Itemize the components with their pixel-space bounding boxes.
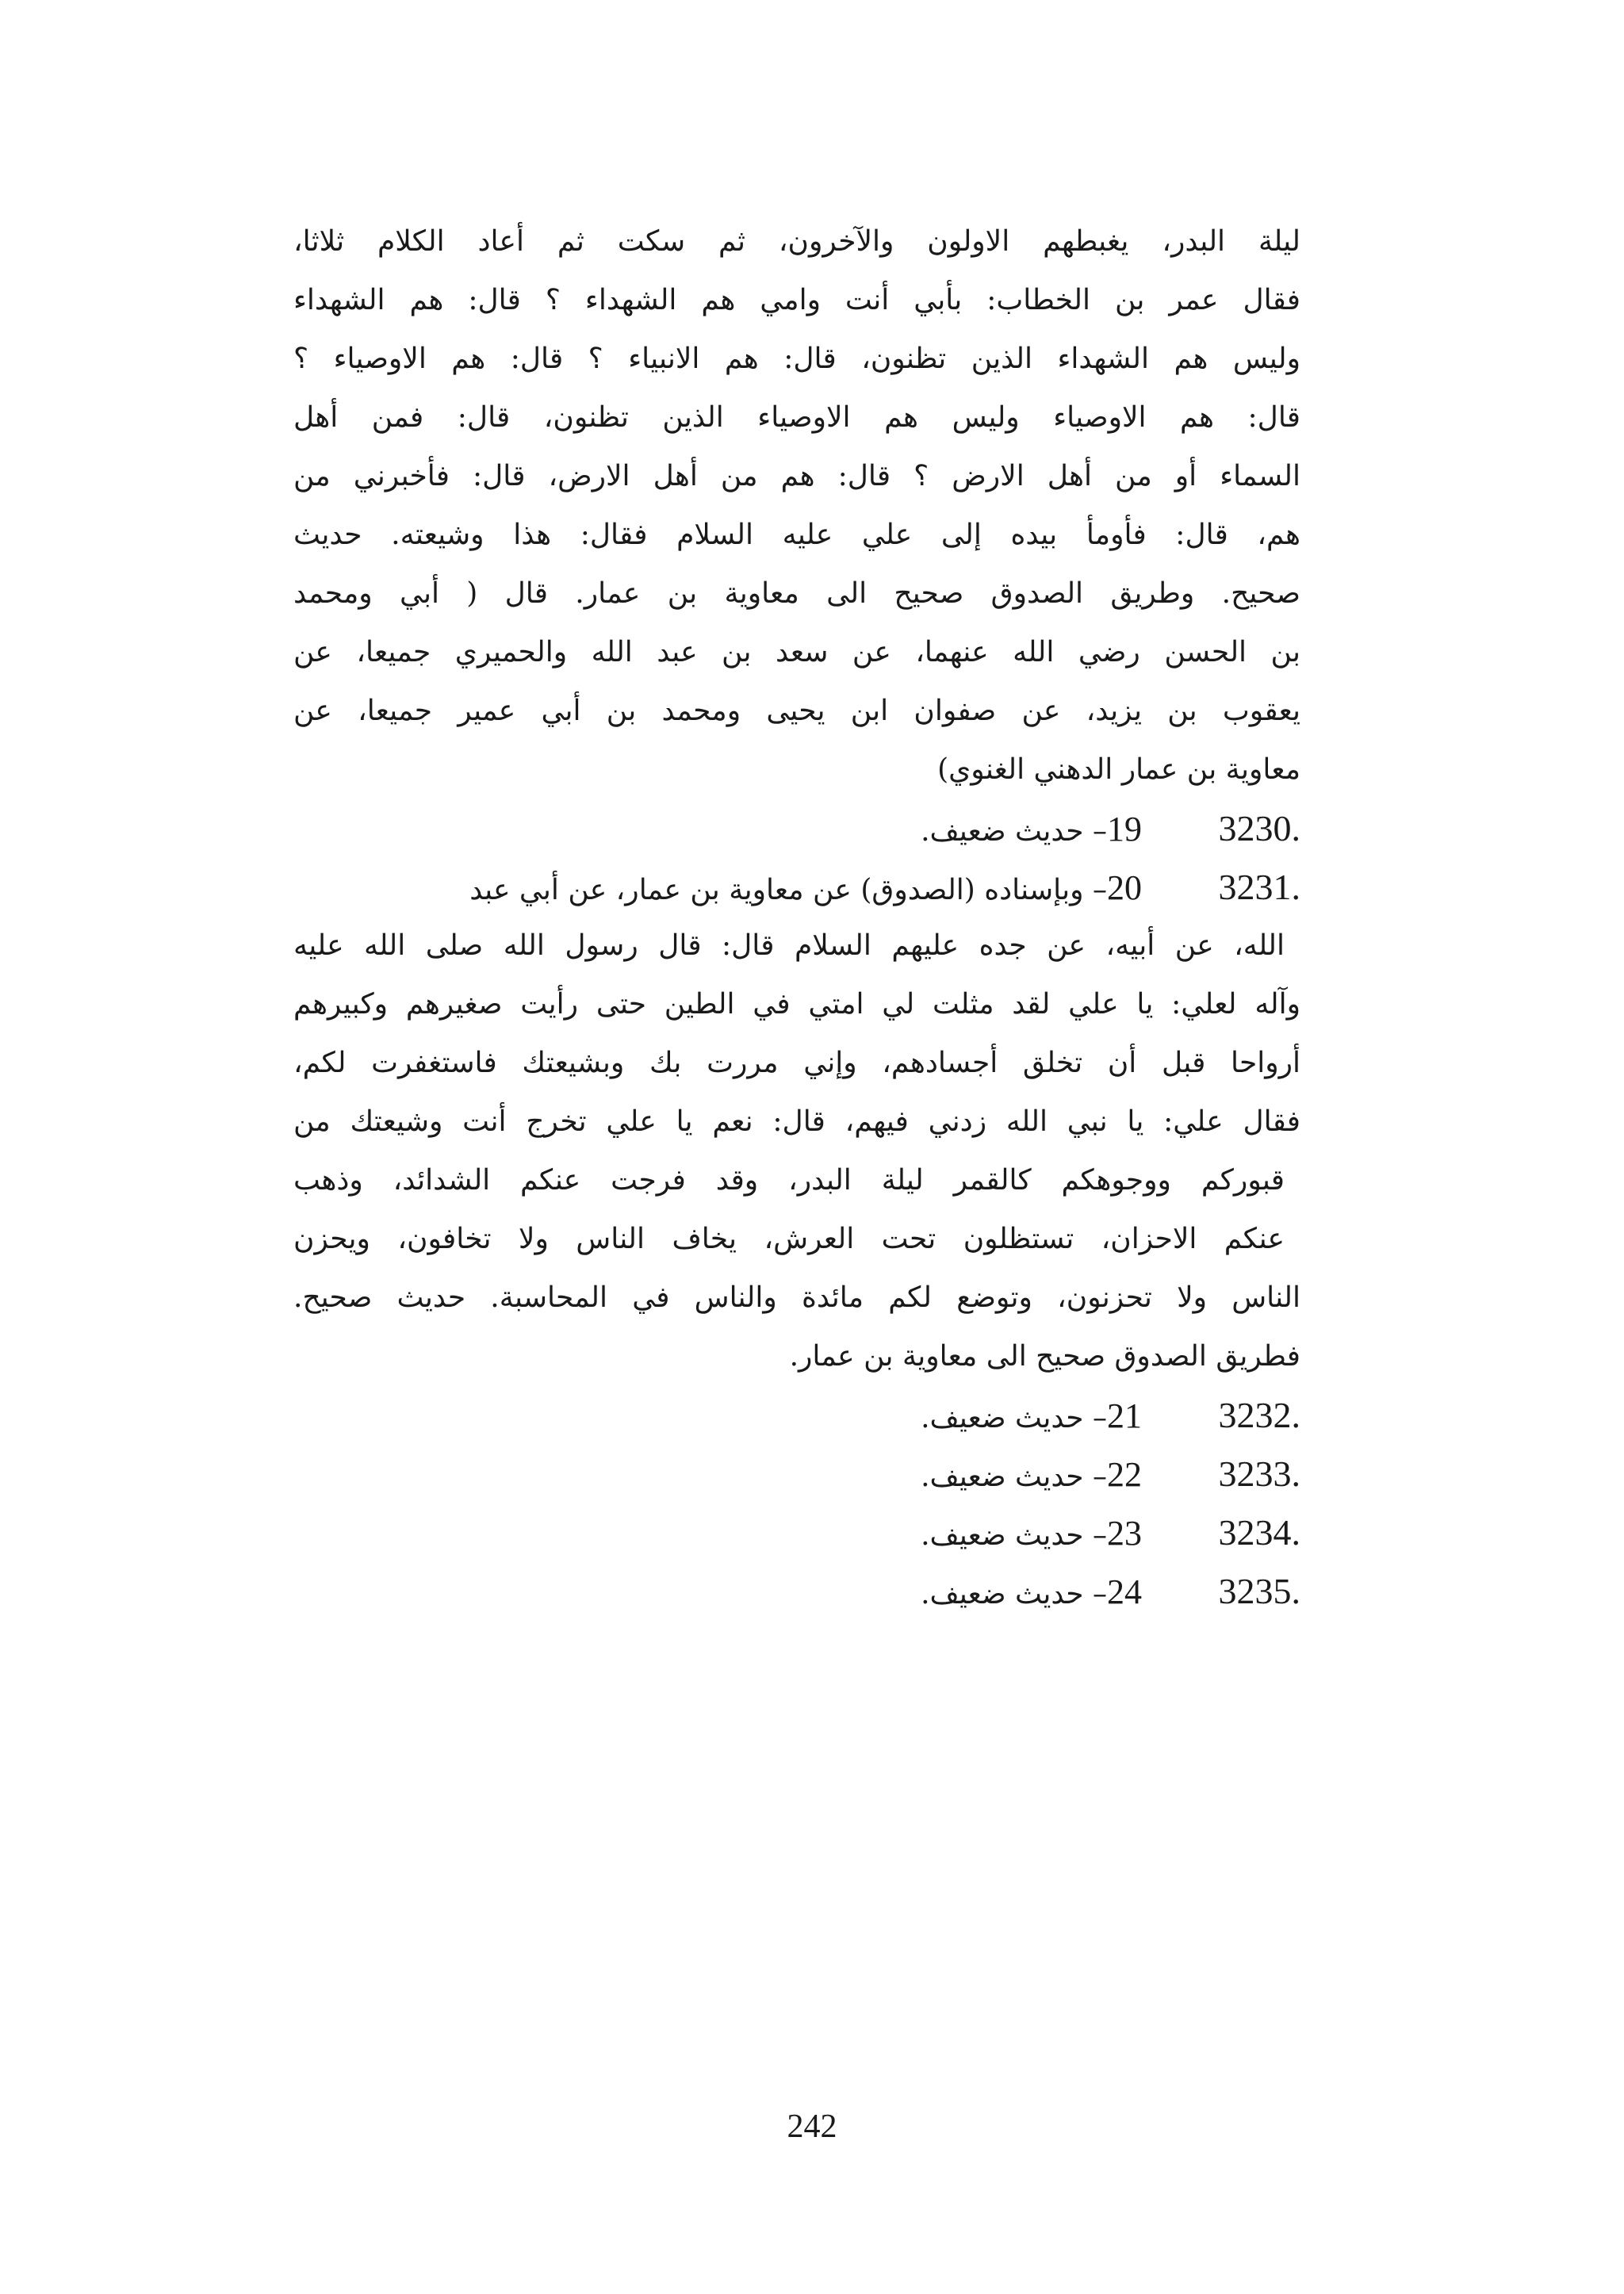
text-line: وآله لعلي: يا علي لقد مثلت لي امتي في الطين حتى رأيت صغيرهم وكبيرهم [293,988,1300,1021]
hadith-entry-3235 [293,1562,1300,1621]
hadith-entry-3233 [293,1445,1300,1503]
text-line: بن الحسن رضي الله عنهما، عن سعد بن عبد الله والحميري جميعا، عن [293,636,1300,668]
entry-sub-number: 23 [1107,1514,1142,1553]
hadith-entry-3231 [293,858,1300,917]
text-line: قبوركم ووجوهكم كالقمر ليلة البدر، وقد فرجت عنكم الشدائد، وذهب [293,1164,1285,1197]
text-line: السماء أو من أهل الارض ؟ قال: هم من أهل الارض، قال: فأخبرني من [293,460,1300,492]
entry-text: – حديث ضعيف. [921,1519,1107,1552]
opening-paragraph [293,213,1300,799]
entry-number: 3231. [1218,867,1300,907]
text-line: فقال عمر بن الخطاب: بأبي أنت وامي هم الشهداء ؟ قال: هم الشهداء [293,284,1300,316]
entry-number: 3235. [1218,1571,1300,1611]
entry-number: 3232. [1218,1395,1300,1435]
entry-sub-number: 21 [1107,1396,1142,1435]
entry-sub-number: 20 [1107,868,1142,907]
text-line: يعقوب بن يزيد، عن صفوان ابن يحيى ومحمد بن أبي عمير جميعا، عن [293,695,1300,727]
text-line: صحيح. وطريق الصدوق صحيح الى معاوية بن عمار. قال ( أبي ومحمد [293,577,1300,610]
text-line: فطريق الصدوق صحيح الى معاوية بن عمار. [789,1340,1300,1373]
text-line: الناس ولا تحزنون، وتوضع لكم مائدة والناس في المحاسبة. حديث صحيح. [293,1281,1300,1314]
text-line: ليلة البدر، يغبطهم الاولون والآخرون، ثم سكت ثم أعاد الكلام ثلاثا، [293,225,1300,258]
text-line: معاوية بن عمار الدهني الغنوي) [937,753,1300,786]
text-line: الله، عن أبيه، عن جده عليهم السلام قال: قال رسول الله صلى الله عليه [293,929,1285,962]
text-line: فقال علي: يا نبي الله زدني فيهم، قال: نعم يا علي تخرج أنت وشيعتك من [293,1105,1300,1138]
hadith-3231-body [293,917,1300,1386]
body-text [293,213,1300,1621]
entry-text: – حديث ضعيف. [921,1402,1107,1434]
hadith-entry-3232 [293,1386,1300,1445]
entry-text: – وبإسناده (الصدوق) عن معاوية بن عمار، عن أبي عبد [469,874,1107,906]
entry-number: 3230. [1218,808,1300,848]
entry-sub-number: 24 [1107,1572,1142,1611]
page-number: 242 [787,2108,837,2145]
entry-number: 3234. [1218,1512,1300,1553]
hadith-entry-3230 [293,799,1300,858]
text-line: قال: هم الاوصياء وليس هم الاوصياء الذين تظنون، قال: فمن أهل [293,401,1300,434]
entry-sub-number: 19 [1107,810,1142,848]
entry-sub-number: 22 [1107,1455,1142,1494]
entry-text: – حديث ضعيف. [921,1461,1107,1493]
entry-text: – حديث ضعيف. [921,1578,1107,1610]
text-line: أرواحا قبل أن تخلق أجسادهم، وإني مررت بك وبشيعتك فاستغفرت لكم، [293,1047,1300,1079]
entry-number: 3233. [1218,1453,1300,1494]
text-line: هم، قال: فأومأ بيده إلى علي عليه السلام فقال: هذا وشيعته. حديث [293,519,1300,551]
entry-text: – حديث ضعيف. [921,815,1107,848]
text-line: عنكم الاحزان، تستظلون تحت العرش، يخاف الناس ولا تخافون، ويحزن [293,1223,1285,1255]
hadith-entry-3234 [293,1503,1300,1562]
text-line: وليس هم الشهداء الذين تظنون، قال: هم الانبياء ؟ قال: هم الاوصياء ؟ [293,343,1300,375]
